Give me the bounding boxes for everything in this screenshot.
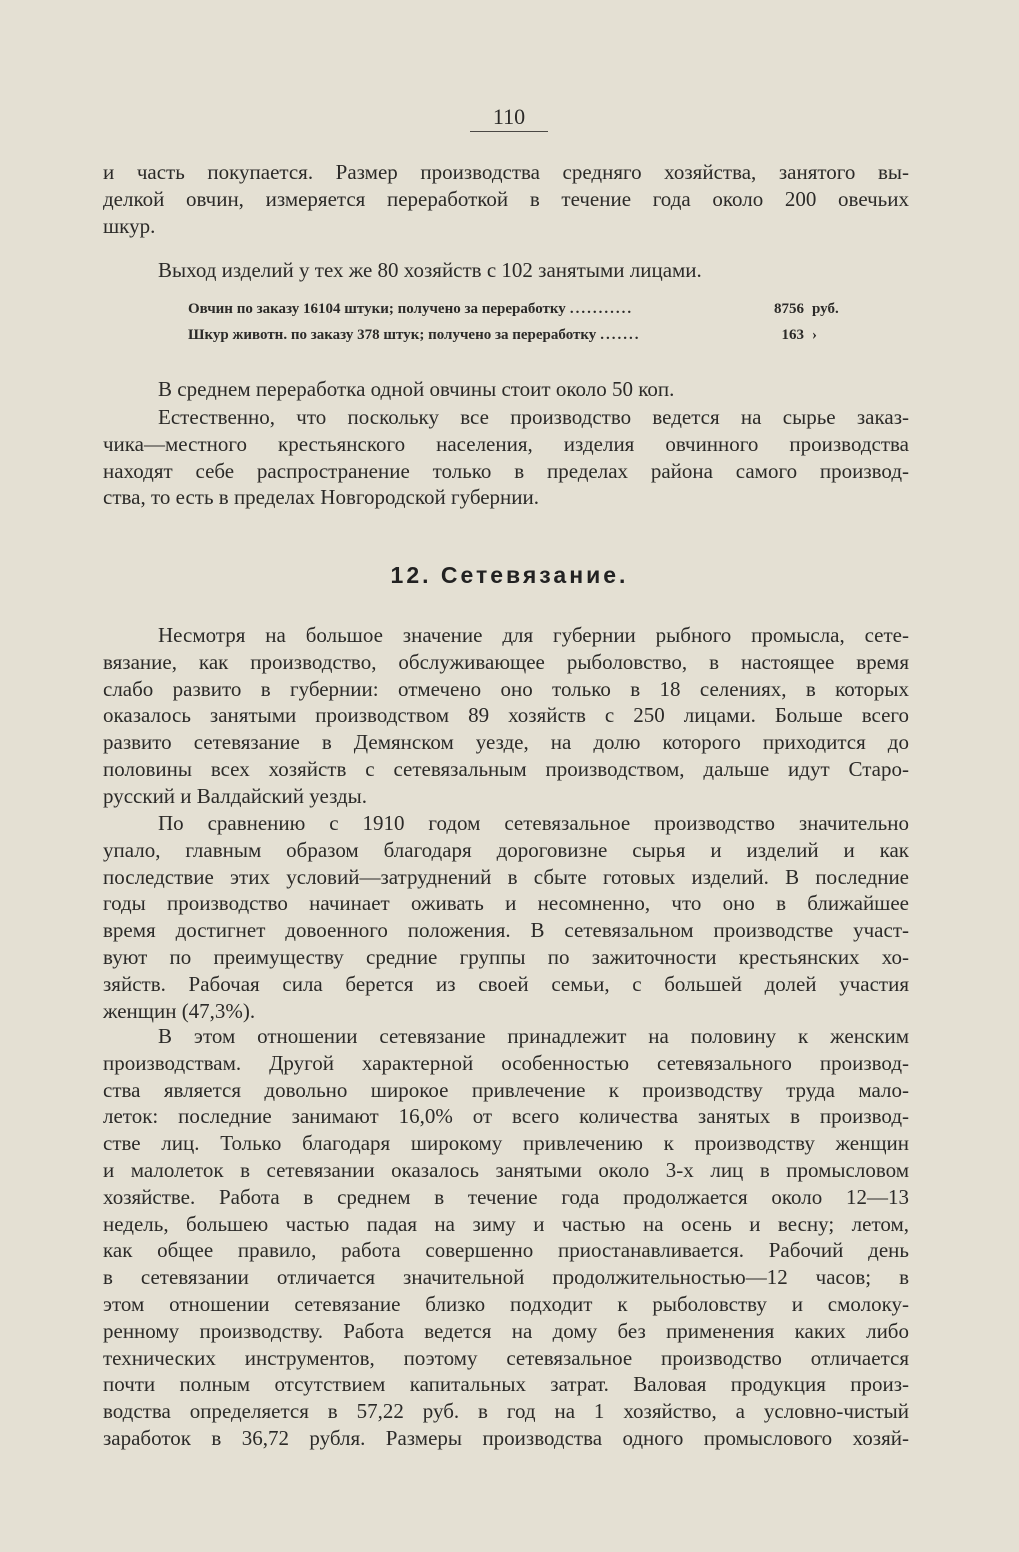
- text-line: находят себе распространение только в пределах района самого производ-: [103, 458, 909, 483]
- text-line: производствам. Другой характерной особенностью сетевязального производ-: [103, 1050, 909, 1075]
- page-number-rule: [470, 131, 548, 132]
- text-line: По сравнению с 1910 годом сетевязальное производство значительно: [158, 811, 909, 835]
- text-line: как общее правило, работа совершенно приостанавливается. Рабочий день: [103, 1238, 909, 1263]
- page-number: 110: [492, 104, 526, 129]
- text-line: этом отношении сетевязание близко подходит к рыболовству и смолоку-: [103, 1291, 909, 1316]
- table-row: [188, 296, 848, 322]
- table-row-dots: ...........: [569, 301, 634, 317]
- text-line: женщин (47,3%).: [103, 998, 256, 1023]
- text-line: Выход изделий у тех же 80 хозяйств с 102 занятыми лицами.: [158, 258, 702, 282]
- output-table: [188, 296, 848, 348]
- table-row-label: Шкур животн. по заказу 378 штук; получено за переработку: [188, 327, 597, 343]
- text-line: ства, то есть в пределах Новгородской губернии.: [103, 485, 540, 510]
- text-line: хозяйстве. Работа в среднем в течение года продолжается около 12—13: [103, 1184, 909, 1209]
- text-line: недель, большею частью падая на зиму и частью на осень и весну; летом,: [103, 1211, 909, 1236]
- text-line: ренному производству. Работа ведется на дому без применения каких либо: [103, 1318, 909, 1343]
- text-line: заработок в 36,72 рубля. Размеры производства одного промыслового хозяй-: [103, 1425, 909, 1450]
- table-row: [188, 322, 848, 348]
- paragraph-5: [103, 622, 909, 810]
- text-line: и часть покупается. Размер производства средняго хозяйства, занятого вы-: [103, 160, 909, 184]
- text-line: оказалось занятыми производством 89 хозяйств с 250 лицами. Больше всего: [103, 703, 909, 728]
- paragraph-2: [158, 257, 858, 284]
- text-line: чика—местного крестьянского населения, изделия овчинного производства: [103, 431, 909, 456]
- text-line: слабо развито в губернии: отмечено оно только в 18 селениях, в которых: [103, 676, 909, 701]
- table-row-value: 163: [781, 327, 804, 343]
- paragraph-1: [103, 159, 909, 239]
- text-line: развито сетевязание в Демянском уезде, на долю которого приходится до: [103, 730, 909, 755]
- text-line: водства определяется в 57,22 руб. в год на 1 хозяйство, а условно-чистый: [103, 1399, 909, 1424]
- text-line: делкой овчин, измеряется переработкой в течение года около 200 овечьих: [103, 186, 909, 211]
- table-row-value: 8756: [774, 301, 804, 317]
- text-line: Несмотря на большое значение для губернии рыбного промысла, сете-: [158, 623, 909, 647]
- paragraph-7: [103, 1023, 909, 1452]
- text-line: леток: последние занимают 16,0% от всего количества занятых в производ-: [103, 1104, 909, 1129]
- text-line: русский и Валдайский уезды.: [103, 783, 368, 808]
- text-line: ства является довольно широкое привлечение к производству труда мало-: [103, 1077, 909, 1102]
- text-line: и малолеток в сетевязании оказалось занятыми около 3-х лиц в промысловом: [103, 1157, 909, 1182]
- text-line: в сетевязании отличается значительной продолжительностью—12 часов; в: [103, 1265, 909, 1290]
- paragraph-4: [103, 404, 909, 511]
- text-line: вязание, как производство, обслуживающее рыболовство, в настоящее время: [103, 649, 909, 674]
- text-line: В среднем переработка одной овчины стоит около 50 коп.: [158, 377, 675, 401]
- table-row-label: Овчин по заказу 16104 штуки; получено за переработку: [188, 301, 566, 317]
- text-line: технических инструментов, поэтому сетевязальное производство отличается: [103, 1345, 909, 1370]
- text-line: время достигнет довоенного положения. В сетевязальном производстве участ-: [103, 918, 909, 943]
- paragraph-6: [103, 810, 909, 1024]
- text-line: зяйств. Рабочая сила берется из своей семьи, с большей долей участия: [103, 971, 909, 996]
- text-line: стве лиц. Только благодаря широкому привлечению к производству женщин: [103, 1131, 909, 1156]
- text-line: половины всех хозяйств с сетевязальным производством, дальше идут Старо-: [103, 756, 909, 781]
- table-row-dots: .......: [600, 327, 641, 343]
- text-line: последствие этих условий—затруднений в сбыте готовых изделий. В последние: [103, 864, 909, 889]
- table-row-unit: ›: [812, 327, 817, 343]
- text-line: почти полным отсутствием капитальных затрат. Валовая продукция произ-: [103, 1372, 909, 1397]
- text-line: В этом отношении сетевязание принадлежит на половину к женским: [158, 1024, 909, 1048]
- paragraph-3: [158, 376, 858, 403]
- text-line: шкур.: [103, 213, 156, 238]
- table-row-unit: руб.: [812, 301, 839, 317]
- text-line: упало, главным образом благодаря дороговизне сырья и изделий и как: [103, 837, 909, 862]
- text-line: годы производство начинает оживать и несомненно, что оно в ближайшее: [103, 891, 909, 916]
- text-line: Естественно, что поскольку все производство ведется на сырье заказ-: [158, 405, 909, 429]
- text-line: вуют по преимуществу средние группы по зажиточности крестьянских хо-: [103, 944, 909, 969]
- section-heading: 12. Сетевязание.: [390, 562, 629, 588]
